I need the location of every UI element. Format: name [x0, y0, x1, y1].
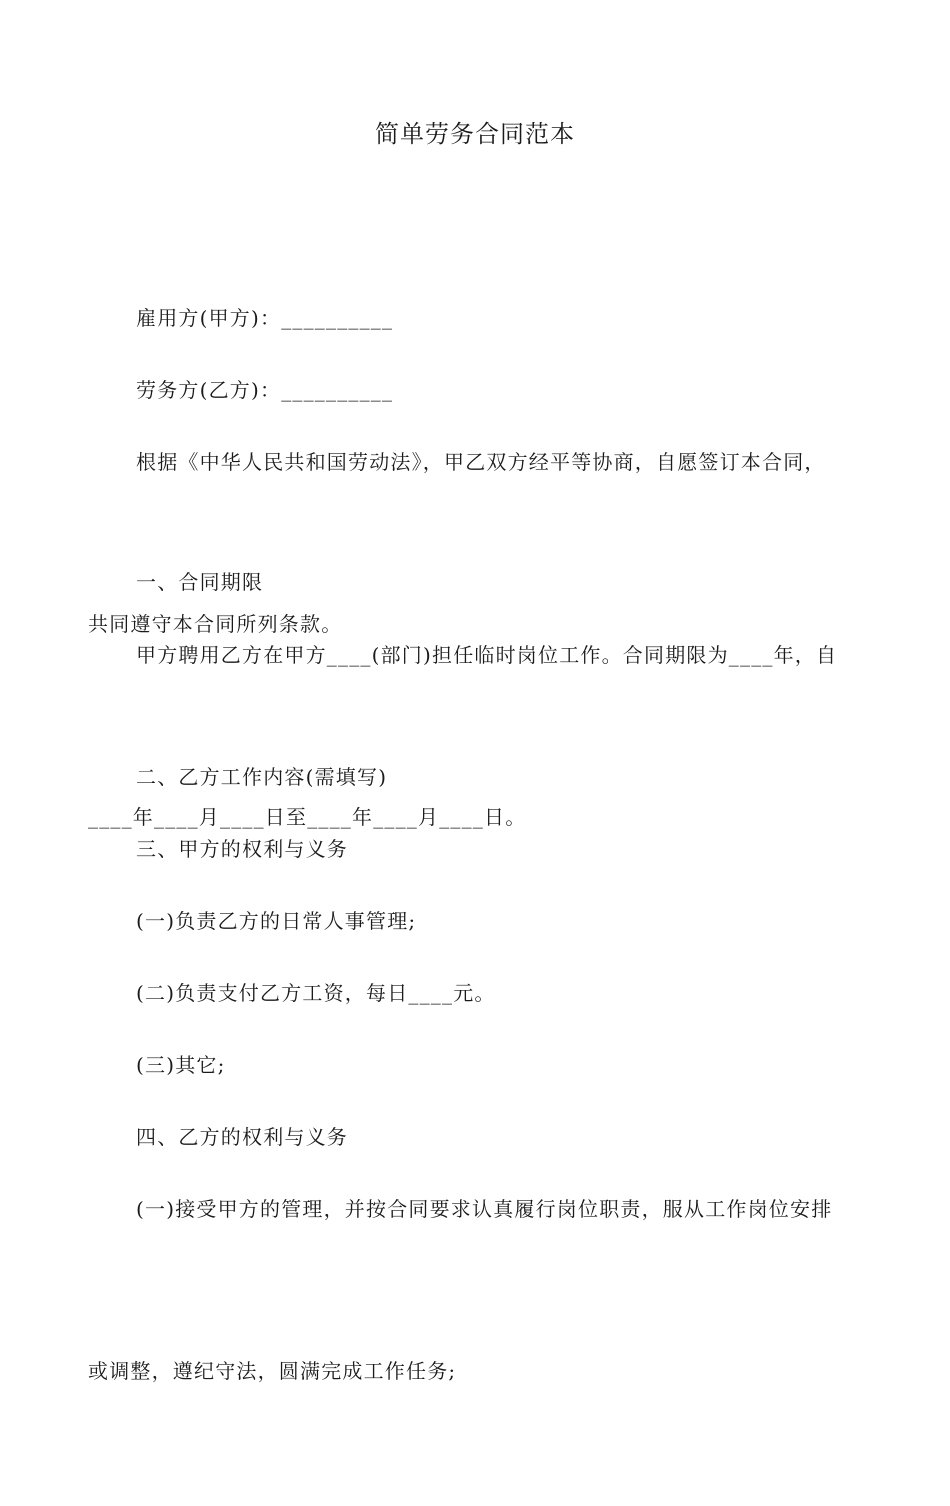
section4-heading: 四、乙方的权利与义务 [136, 1125, 348, 1149]
section4-item-1-line-2: 或调整，遵纪守法，圆满完成工作任务; [88, 1359, 457, 1383]
section1-heading: 一、合同期限 [136, 570, 264, 594]
section3-heading: 三、甲方的权利与义务 [136, 837, 348, 861]
term-line-2: ____年____月____日至____年____月____日。 [88, 805, 527, 829]
section3-item-1: (一)负责乙方的日常人事管理; [136, 909, 417, 933]
section2-heading: 二、乙方工作内容(需填写) [136, 765, 388, 789]
intro-line-2: 共同遵守本合同所列条款。 [88, 612, 343, 636]
employer-label: 雇用方(甲方)：__________ [136, 306, 394, 330]
term-line-1: 甲方聘用乙方在甲方____(部门)担任临时岗位工作。合同期限为____年，自 [136, 643, 838, 667]
section3-item-3: (三)其它; [136, 1053, 226, 1077]
document-title: 简单劳务合同范本 [375, 120, 575, 148]
section3-item-2: (二)负责支付乙方工资，每日____元。 [136, 981, 496, 1005]
worker-item-1 [88, 1074, 863, 1506]
intro-line-1: 根据《中华人民共和国劳动法》，甲乙双方经平等协商，自愿签订本合同， [136, 450, 826, 474]
section4-item-1-line-1: (一)接受甲方的管理，并按合同要求认真履行岗位职责，服从工作岗位安排 [136, 1197, 833, 1221]
worker-label: 劳务方(乙方)：__________ [136, 378, 394, 402]
